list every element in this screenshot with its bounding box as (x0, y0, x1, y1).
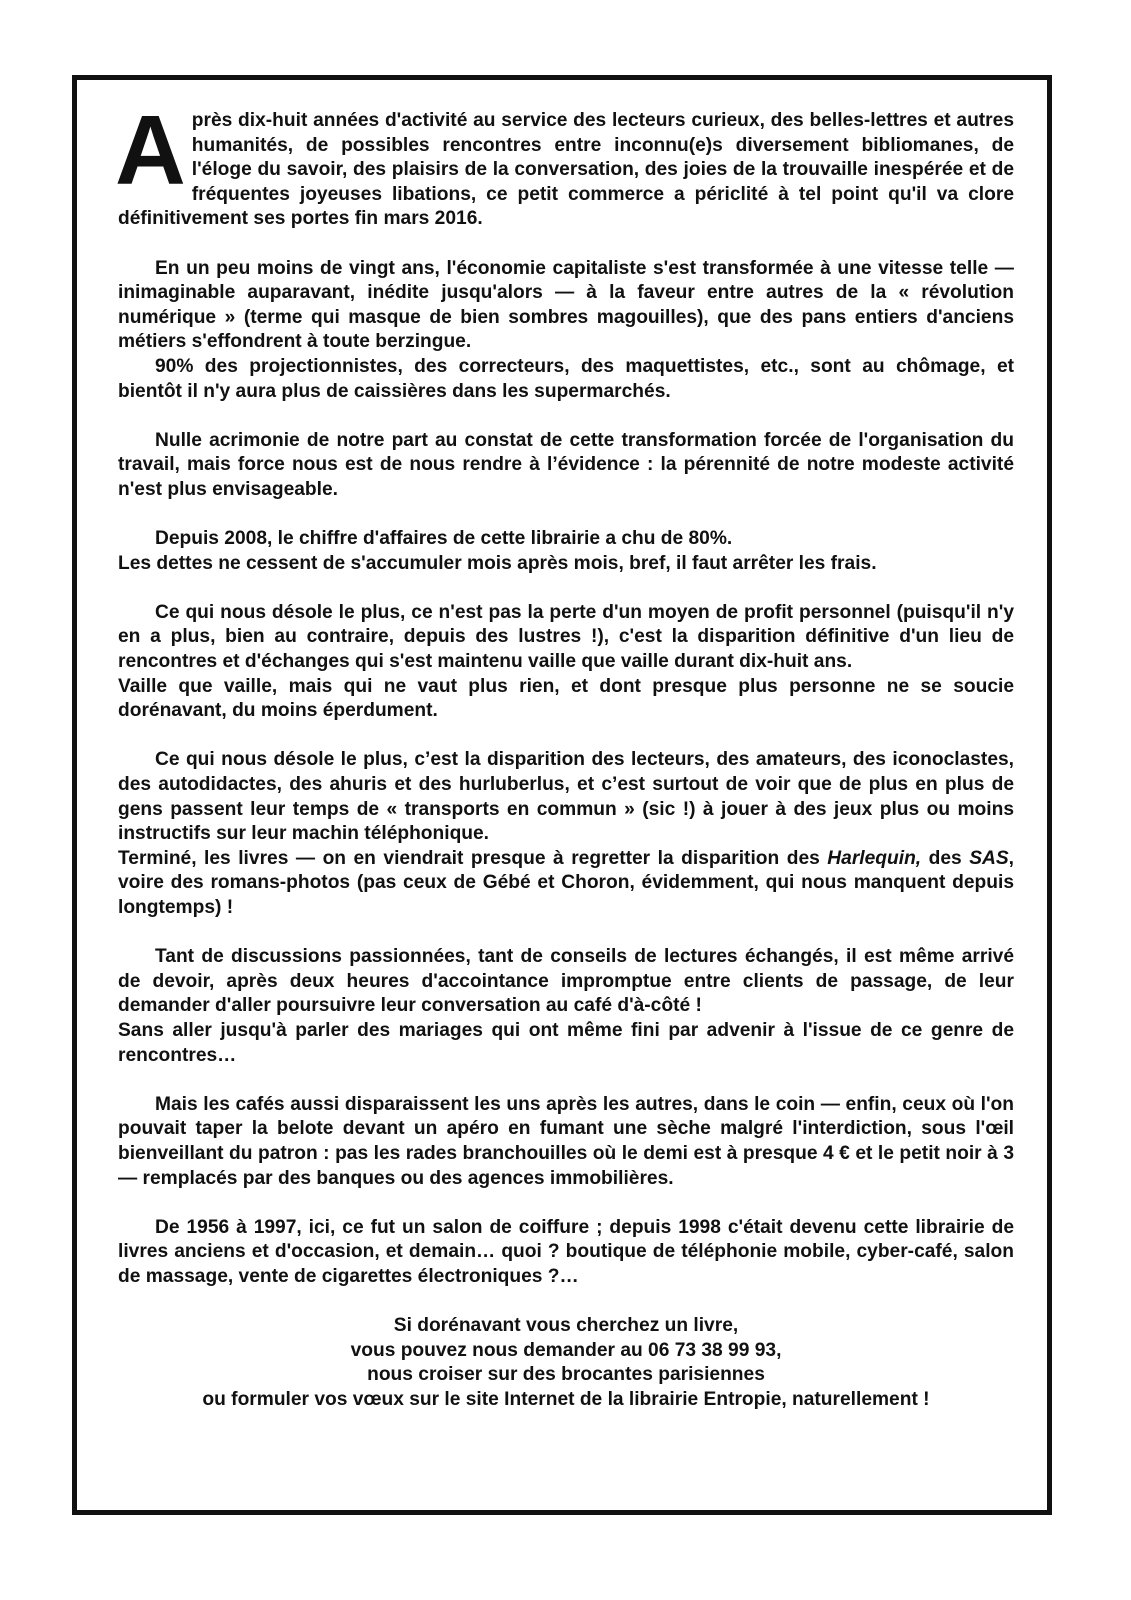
paragraph-history: De 1956 à 1997, ici, ce fut un salon de coiffure ; depuis 1998 c'était devenu cette librairie de livres anciens et d'occasion, et demain… quoi ? boutique de téléphonie mobile, cyber-café, salon de massage, vente de cigarettes électroniques ?… (118, 1216, 1014, 1287)
closing-block (118, 1314, 1014, 1412)
books-text-c: , voire des romans-photos (pas ceux de Gébé et Choron, évidemment, qui nous manquent depuis longtemps) ! (118, 847, 1014, 918)
paragraph-weddings: Sans aller jusqu'à parler des mariages qui ont même fini par advenir à l'issue de ce genre de rencontres… (118, 1019, 1014, 1066)
drop-cap: A (115, 95, 186, 205)
paragraph-acrimony: Nulle acrimonie de notre part au constat de cette transformation forcée de l'organisation du travail, mais force nous est de nous rendre à l’évidence : la pérennité de notre modeste activité n'est plus envisageable. (118, 429, 1014, 500)
books-sas: SAS (969, 847, 1009, 869)
paragraph-books (118, 847, 1014, 921)
closing-line-2: vous pouvez nous demander au 06 73 38 99 93, (350, 1339, 782, 1361)
paragraph-sadness-profit: Ce qui nous désole le plus, ce n'est pas la perte d'un moyen de profit personnel (puisqu'il n'y en a plus, bien au contraire, depuis des lustres !), c'est la disparition définitive d'un lieu de rencontres et d'échanges qui s'est maintenu vaille que vaille durant dix-huit ans. (118, 601, 1014, 673)
paragraph-discussions: Tant de discussions passionnées, tant de conseils de lectures échangés, il est même arrivé de devoir, après deux heures d'accointance impromptue entre clients de passage, de leur demander d'aller poursuivre leur conversation au café d'à-côté ! (118, 946, 1014, 1017)
closing-line-4: ou formuler vos vœux sur le site Internet de la librairie Entropie, naturellement ! (202, 1388, 930, 1410)
paragraph-vaille: Vaille que vaille, mais qui ne vaut plus rien, et dont presque plus personne ne se soucie dorénavant, du moins éperdument. (118, 675, 1014, 722)
books-text-b: des (921, 847, 970, 869)
paragraph-sadness-readers: Ce qui nous désole le plus, c’est la disparition des lecteurs, des amateurs, des iconoclastes, des autodidactes, des ahuris et des hurluberlus, et c’est surtout de voir que de plus en plus de gens passent leur temps de « transports en commun » (sic !) à jouer à des jeux plus ou moins instructifs sur leur machin téléphonique. (118, 749, 1014, 845)
closing-line-1: Si dorénavant vous cherchez un livre, (393, 1315, 739, 1337)
intro-text: près dix-huit années d'activité au service des lecteurs curieux, des belles-lettres et autres humanités, de possibles rencontres entre inconnu(e)s diversement bibliomanes, de l'éloge du savoir, des plaisirs de la conversation, des joies de la trouvaille inespérée et de fréquentes joyeuses libations, ce petit commerce a périclité à tel point qu'il va clore définitivement ses portes fin mars 2016. (118, 110, 1014, 230)
closing-line-3: nous croiser sur des brocantes parisiennes (367, 1364, 765, 1386)
intro-paragraph (115, 95, 1014, 232)
paragraph-cafes: Mais les cafés aussi disparaissent les uns après les autres, dans le coin — enfin, ceux où l'on pouvait taper la belote devant un apéro en fumant une sèche malgré l'interdiction, sous l'œil bienveillant du patron : pas les rades branchouilles où le demi est à presque 4 € et le petit noir à 3 — remplacés par des banques ou des agences immobilières. (118, 1093, 1014, 1189)
books-text-a: Terminé, les livres — on en viendrait presque à regretter la disparition des (118, 847, 828, 869)
paragraph-revenue: Depuis 2008, le chiffre d'affaires de cette librairie a chu de 80%. (155, 528, 733, 550)
paragraph-economy: En un peu moins de vingt ans, l'économie capitaliste s'est transformée à une vitesse telle — inimaginable auparavant, inédite jusqu'alors — à la faveur entre autres de la « révolution numérique » (terme qui masque de bien sombres magouilles), que des pans entiers d'anciens métiers s'effondrent à toute berzingue. (118, 257, 1014, 353)
letter-body (115, 95, 1014, 1412)
books-harlequin: Harlequin, (827, 847, 922, 869)
paragraph-unemployment: 90% des projectionnistes, des correcteurs, des maquettistes, etc., sont au chômage, et bientôt il n'y aura plus de caissières dans les supermarchés. (118, 355, 1014, 402)
paragraph-debts: Les dettes ne cessent de s'accumuler mois après mois, bref, il faut arrêter les frais. (118, 552, 877, 574)
